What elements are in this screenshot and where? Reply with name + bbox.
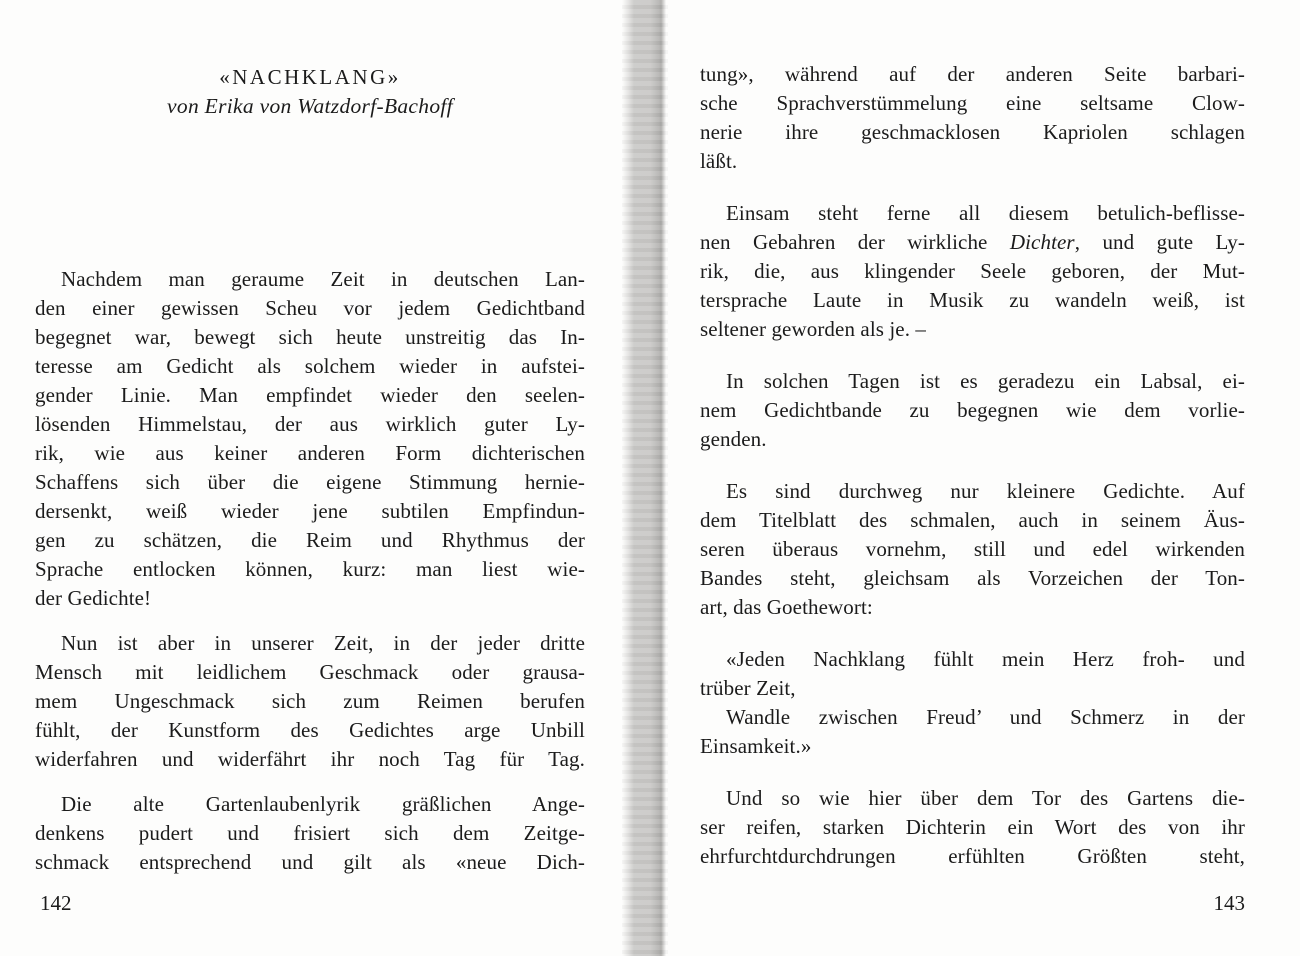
text-line: nem Gedichtbande zu begegnen wie dem vorlie- bbox=[700, 398, 1245, 422]
article-author: von Erika von Watzdorf-Bachoff bbox=[167, 94, 453, 118]
text-line: ser reifen, starken Dichterin ein Wort des von ihr bbox=[700, 815, 1245, 839]
paragraph bbox=[700, 367, 1245, 454]
text-line: nerie ihre geschmacklosen Kapriolen schlagen bbox=[700, 120, 1245, 144]
text-line: art, das Goethewort: bbox=[700, 595, 873, 619]
emphasized-word: Dichter bbox=[1009, 230, 1075, 254]
paragraph bbox=[700, 645, 1245, 761]
text-line: «Jeden Nachklang fühlt mein Herz froh- und bbox=[726, 647, 1245, 671]
text-line: Mensch mit leidlichem Geschmack oder grausa- bbox=[35, 660, 585, 684]
text-line: rik, die, aus klingender Seele geboren, der Mut- bbox=[700, 259, 1245, 283]
text-line: rik, wie aus keiner anderen Form dichterischen bbox=[35, 441, 585, 465]
paragraph bbox=[35, 790, 585, 877]
text-line: Schaffens sich über die eigene Stimmung hernie- bbox=[35, 470, 585, 494]
text-line: dersenkt, weiß wieder jene subtilen Empfindun- bbox=[35, 499, 585, 523]
right-page bbox=[700, 0, 1245, 956]
paragraph bbox=[35, 629, 585, 774]
text-line: sche Sprachverstümmelung eine seltsame Clow- bbox=[700, 91, 1245, 115]
text-line: schmack entsprechend und gilt als «neue Dich- bbox=[35, 850, 585, 874]
text-line: In solchen Tagen ist es geradezu ein Labsal, ei- bbox=[726, 369, 1245, 393]
paragraph bbox=[700, 477, 1245, 622]
text-line: tersprache Laute in Musik zu wandeln weiß, ist bbox=[700, 288, 1245, 312]
text-line: trüber Zeit, bbox=[700, 676, 796, 700]
text-line: teresse am Gedicht als solchem wieder in aufstei- bbox=[35, 354, 585, 378]
text-line: Nachdem man geraume Zeit in deutschen Lan- bbox=[61, 267, 585, 291]
left-page-text bbox=[35, 265, 585, 877]
text-line: begegnet war, bewegt sich heute unstreitig das In- bbox=[35, 325, 585, 349]
paragraph bbox=[700, 60, 1245, 176]
text-line: Einsam steht ferne all diesem betulich-beflisse- bbox=[726, 201, 1245, 225]
left-page-number: 142 bbox=[40, 891, 72, 915]
text-line: Es sind durchweg nur kleinere Gedichte. Auf bbox=[726, 479, 1245, 503]
text-line: widerfahren und widerfährt ihr noch Tag für Tag. bbox=[35, 747, 585, 771]
right-page-text bbox=[700, 0, 1245, 871]
text-line: genden. bbox=[700, 427, 767, 451]
text-line: Sprache entlocken können, kurz: man liest wie- bbox=[35, 557, 585, 581]
text-line: Bandes steht, gleichsam als Vorzeichen der Ton- bbox=[700, 566, 1245, 590]
text-line: der Gedichte! bbox=[35, 586, 152, 610]
text-line: denkens pudert und frisiert sich dem Zeitge- bbox=[35, 821, 585, 845]
paragraph bbox=[700, 784, 1245, 871]
text-line: mem Ungeschmack sich zum Reimen berufen bbox=[35, 689, 585, 713]
text-line: Wandle zwischen Freud’ und Schmerz in der bbox=[726, 705, 1245, 729]
text-line: nen Gebahren der wirkliche Dichter, und gute Ly- bbox=[700, 230, 1246, 254]
paragraph bbox=[35, 265, 585, 613]
text-line: Und so wie hier über dem Tor des Gartens die- bbox=[726, 786, 1245, 810]
text-line: Die alte Gartenlaubenlyrik gräßlichen Ange- bbox=[61, 792, 585, 816]
text-line: läßt. bbox=[700, 149, 738, 173]
text-line: tung», während auf der anderen Seite barbari- bbox=[700, 62, 1245, 86]
text-line: dem Titelblatt des schmalen, auch in seinem Äus- bbox=[700, 508, 1245, 532]
paragraph bbox=[700, 199, 1245, 344]
text-line: seltener geworden als je. – bbox=[700, 317, 927, 341]
text-line: Einsamkeit.» bbox=[700, 734, 812, 758]
page-gutter-shadow bbox=[622, 0, 668, 956]
left-page bbox=[35, 0, 585, 956]
text-line: gen zu schätzen, die Reim und Rhythmus der bbox=[35, 528, 585, 552]
text-line: gender Linie. Man empfindet wieder den seelen- bbox=[35, 383, 585, 407]
text-line: fühlt, der Kunstform des Gedichtes arge Unbill bbox=[35, 718, 585, 742]
article-title: «NACHKLANG» bbox=[219, 65, 401, 89]
text-line: lösenden Himmelstau, der aus wirklich guter Ly- bbox=[35, 412, 585, 436]
text-line: seren überaus vornehm, still und edel wirkenden bbox=[700, 537, 1245, 561]
article-heading bbox=[35, 64, 585, 121]
right-page-number: 143 bbox=[1213, 891, 1245, 915]
text-line: den einer gewissen Scheu vor jedem Gedichtband bbox=[35, 296, 585, 320]
text-line: Nun ist aber in unserer Zeit, in der jeder dritte bbox=[61, 631, 585, 655]
text-line: ehrfurchtdurchdrungen erfühlten Größten steht, bbox=[700, 844, 1245, 868]
